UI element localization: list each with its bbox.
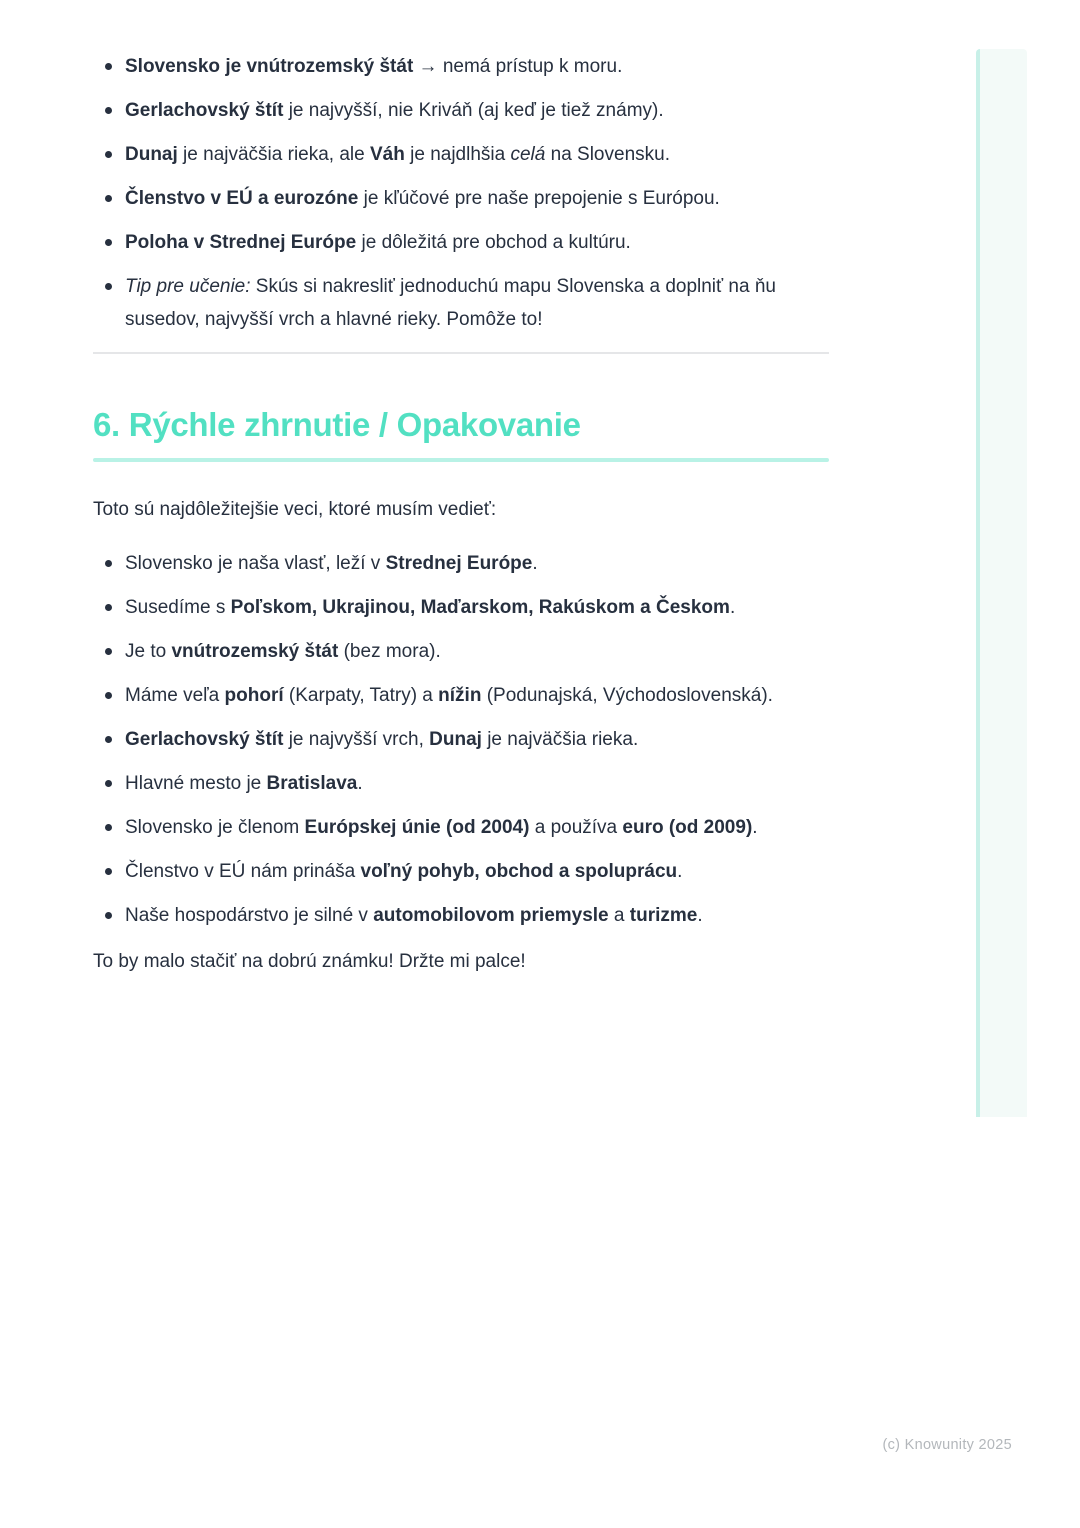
outro-paragraph: To by malo stačiť na dobrú známku! Držte mi palce! (93, 951, 526, 972)
list-item (93, 138, 783, 171)
list-item (93, 635, 783, 668)
text-segment: Naše hospodárstvo je silné v (125, 905, 374, 926)
list-item (93, 591, 783, 624)
text-segment: vnútrozemský štát (171, 641, 339, 662)
text-segment: voľný pohyb, obchod a spoluprácu (360, 861, 678, 882)
text-segment: Tip pre učenie: (125, 276, 251, 297)
list-item (93, 547, 783, 580)
text-segment: . (677, 861, 683, 882)
text-segment: Dunaj (429, 729, 482, 750)
text-segment: je najvyšší, nie Kriváň (aj keď je tiež známy). (283, 100, 664, 121)
list-item (93, 767, 783, 800)
text-segment: Máme veľa (125, 685, 225, 706)
heading-underline (93, 458, 829, 462)
list-item (93, 226, 783, 259)
list-item (93, 899, 783, 932)
text-segment: Hlavné mesto je (125, 773, 267, 794)
text-segment: turizme (629, 905, 698, 926)
text-segment: je najväčšia rieka, ale (177, 144, 370, 165)
text-segment: Poľskom, Ukrajinou, Maďarskom, Rakúskom a Českom (230, 597, 730, 618)
text-segment: Slovensko je vnútrozemský štát (125, 56, 414, 77)
text-segment: je najvyšší vrch, (283, 729, 430, 750)
text-segment: . (752, 817, 758, 838)
list-item (93, 723, 783, 756)
text-segment: . (532, 553, 538, 574)
intro-paragraph: Toto sú najdôležitejšie veci, ktoré musím vedieť: (93, 499, 497, 520)
text-segment: Strednej Európe (385, 553, 533, 574)
text-segment: Gerlachovský štít (125, 729, 284, 750)
text-segment: Poloha v Strednej Európe (125, 232, 357, 253)
text-segment: Je to (125, 641, 172, 662)
list-item (93, 679, 783, 712)
list-item (93, 811, 783, 844)
text-segment: (bez mora). (338, 641, 441, 662)
text-segment: a používa (529, 817, 623, 838)
text-segment: je najdlhšia (404, 144, 511, 165)
page-edge-stripe (976, 49, 1027, 1117)
text-segment: na Slovensku. (545, 144, 670, 165)
text-segment: celá (510, 144, 546, 165)
summary-list (93, 547, 829, 932)
footer-copyright: (c) Knowunity 2025 (882, 1437, 1012, 1453)
list-item (93, 94, 783, 127)
text-segment: Skús si nakresliť jednoduchú mapu Slovenska a doplniť na ňu susedov, najvyšší vrch a hlavné rieky. Pomôže to! (125, 276, 776, 330)
key-points-list (93, 50, 829, 336)
text-segment: euro (od 2009) (622, 817, 753, 838)
document-content (93, 50, 829, 978)
text-segment: Členstvo v EÚ nám prináša (125, 861, 361, 882)
text-segment: je kľúčové pre naše prepojenie s Európou. (358, 188, 720, 209)
text-segment: → nemá prístup k moru. (413, 56, 623, 77)
text-segment: Európskej únie (od 2004) (304, 817, 530, 838)
text-segment: je dôležitá pre obchod a kultúru. (356, 232, 631, 253)
text-segment: Členstvo v EÚ a eurozóne (125, 188, 359, 209)
list-item (93, 50, 783, 83)
list-item (93, 182, 783, 215)
text-segment: je najväčšia rieka. (481, 729, 639, 750)
text-segment: . (729, 597, 736, 618)
list-item (93, 855, 783, 888)
text-segment: Gerlachovský štít (125, 100, 284, 121)
text-segment: . (357, 773, 363, 794)
text-segment: (Karpaty, Tatry) a (283, 685, 439, 706)
text-segment: automobilovom priemysle (373, 905, 609, 926)
text-segment: Dunaj (125, 144, 178, 165)
text-segment: . (697, 905, 703, 926)
text-segment: Slovensko je členom (125, 817, 305, 838)
text-segment: Slovensko je naša vlasť, leží v (125, 553, 386, 574)
text-segment: Susedíme s (125, 597, 231, 618)
text-segment: Bratislava (266, 773, 358, 794)
text-segment: pohorí (224, 685, 284, 706)
text-segment: (Podunajská, Východoslovenská). (481, 685, 773, 706)
text-segment: Váh (370, 144, 405, 165)
text-segment: a (608, 905, 630, 926)
text-segment: nížin (438, 685, 482, 706)
section-divider (93, 352, 829, 354)
list-item (93, 270, 783, 336)
section-heading: 6. Rýchle zhrnutie / Opakovanie (93, 406, 581, 443)
